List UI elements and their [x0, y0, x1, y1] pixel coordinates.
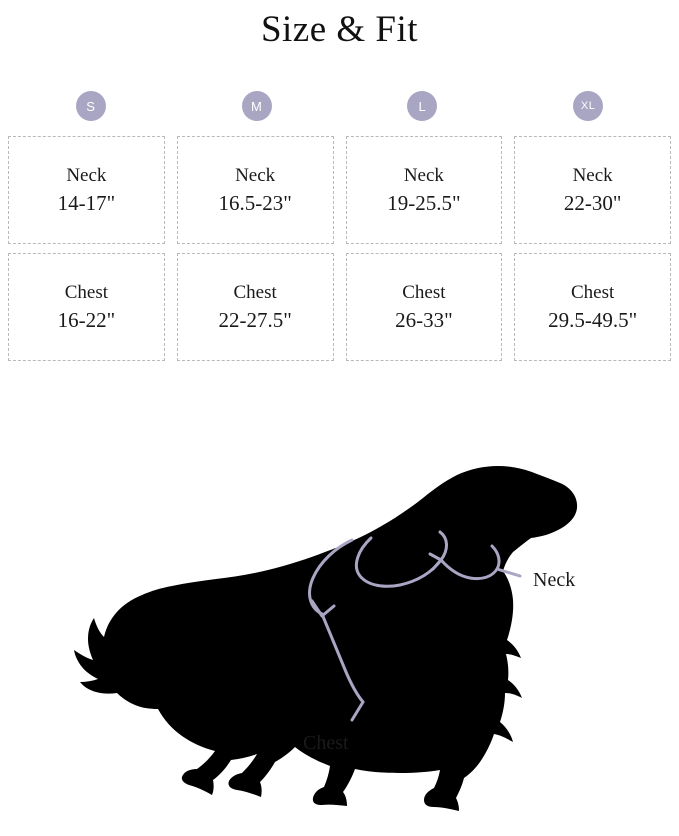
neck-value-m: 16.5-23"	[218, 190, 292, 215]
neck-value-s: 14-17"	[57, 190, 116, 215]
neck-cell-m	[177, 136, 334, 244]
neck-label-xl: Neck	[572, 165, 613, 186]
neck-value-l: 19-25.5"	[387, 190, 461, 215]
size-badge-row	[8, 85, 671, 127]
size-badge-m: M	[242, 91, 272, 121]
chest-cell-xl	[514, 253, 671, 361]
size-badge-cell-l	[340, 85, 506, 127]
chest-value-l: 26-33"	[395, 307, 453, 332]
neck-label-s: Neck	[66, 165, 107, 186]
neck-label-m: Neck	[235, 165, 276, 186]
size-badge-xl: XL	[573, 91, 603, 121]
size-badge-cell-s	[8, 85, 174, 127]
neck-cell-xl	[514, 136, 671, 244]
chest-label-l: Chest	[402, 282, 446, 303]
size-badge-cell-xl	[505, 85, 671, 127]
size-badge-cell-m	[174, 85, 340, 127]
size-chart	[8, 85, 671, 361]
chest-value-s: 16-22"	[57, 307, 116, 332]
neck-cell-l	[346, 136, 503, 244]
neck-value-xl: 22-30"	[563, 190, 622, 215]
chest-row	[8, 253, 671, 361]
chest-label-s: Chest	[64, 282, 109, 303]
size-badge-l: L	[407, 91, 437, 121]
chest-cell-m	[177, 253, 334, 361]
page-title: Size & Fit	[260, 9, 419, 50]
size-badge-s: S	[76, 91, 106, 121]
dog-silhouette-icon	[0, 428, 679, 831]
chest-annotation-label: Chest	[303, 732, 349, 754]
neck-label-l: Neck	[403, 165, 444, 186]
chest-value-xl: 29.5-49.5"	[548, 307, 638, 332]
neck-cell-s	[8, 136, 165, 244]
chest-cell-s	[8, 253, 165, 361]
chest-label-m: Chest	[233, 282, 277, 303]
chest-label-xl: Chest	[570, 282, 615, 303]
neck-annotation-label: Neck	[533, 569, 576, 591]
chest-value-m: 22-27.5"	[218, 307, 292, 332]
dog-measurement-diagram	[0, 428, 679, 831]
neck-row	[8, 136, 671, 244]
chest-cell-l	[346, 253, 503, 361]
